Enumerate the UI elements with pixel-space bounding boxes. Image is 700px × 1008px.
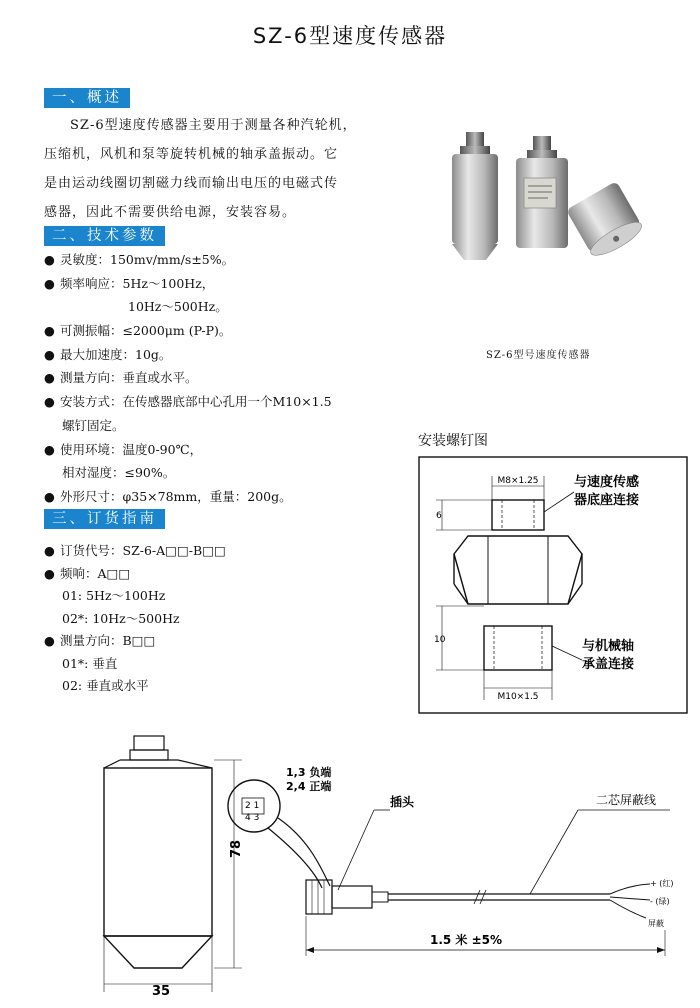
wire-shield-label: 屏蔽 [648, 919, 664, 928]
spec-item [44, 486, 332, 510]
section-heading-specs: 二、技术参数 [44, 226, 165, 246]
overview-line: 感器，因此不需要供给电源，安装容易。 [44, 205, 297, 220]
item-text: 螺钉固定。 [62, 417, 125, 433]
spec-item [44, 249, 332, 273]
item-text: 相对湿度：≤90%。 [62, 465, 176, 481]
photo-caption: SZ-6型号速度传感器 [486, 350, 591, 361]
dim-bottom-label: 10 [434, 635, 446, 645]
width-dim-label: 35 [152, 984, 171, 999]
bullet-icon: ● [44, 543, 55, 558]
order-item [44, 675, 226, 698]
bottom-thread-label: M10×1.5 [497, 692, 539, 702]
item-text: 01*: 垂直 [62, 655, 118, 671]
bullet-icon: ● [44, 275, 55, 291]
item-text: 外形尺寸：φ35×78mm，重量：200g。 [60, 488, 292, 504]
section-heading-order: 三、订货指南 [44, 509, 165, 529]
product-photo [446, 132, 646, 272]
item-text: 测量方向：B□□ [60, 633, 156, 648]
wire-green-label: - (绿) [650, 897, 670, 906]
bullet-icon: ● [44, 394, 55, 410]
height-dim-label: 78 [229, 839, 244, 858]
spec-item [44, 367, 332, 391]
order-item [44, 653, 226, 676]
item-text: 可测振幅：≤2000μm (P-P)。 [60, 323, 232, 339]
item-text: 02*: 10Hz～500Hz [62, 610, 180, 626]
order-item [44, 563, 226, 586]
item-text: 10Hz～500Hz。 [128, 299, 228, 315]
order-item [44, 608, 226, 631]
bullet-icon: ● [44, 252, 55, 267]
label-bottom-2: 承盖连接 [582, 657, 635, 672]
bullet-icon: ● [44, 346, 55, 362]
item-text: 安装方式：在传感器底部中心孔用一个M10×1.5 [60, 394, 332, 410]
pins-neg-label: 1,3 负端 [286, 766, 332, 779]
overview-line: 压缩机，风机和泵等旋转机械的轴承盖振动。它 [44, 147, 339, 162]
order-item [44, 630, 226, 653]
pins-pos-label: 2,4 正端 [286, 780, 332, 793]
bullet-icon: ● [44, 370, 55, 386]
spec-item [44, 391, 332, 415]
spec-item [44, 439, 332, 463]
spec-item [44, 415, 332, 439]
item-text: 灵敏度：150mv/mm/s±5%。 [60, 252, 235, 267]
bullet-icon: ● [44, 633, 55, 648]
item-text: 测量方向：垂直或水平。 [60, 370, 198, 386]
bullet-icon: ● [44, 488, 55, 504]
pin-row-2: 4 3 [245, 813, 260, 823]
spec-item [44, 344, 332, 368]
pin-row-1: 2 1 [245, 801, 260, 811]
item-text: 频响：A□□ [60, 565, 131, 581]
plug-label: 插头 [390, 795, 415, 809]
spec-item [44, 273, 332, 297]
order-item [44, 585, 226, 608]
label-top-1: 与速度传感 [574, 475, 640, 490]
bullet-icon: ● [44, 441, 55, 457]
overview-paragraph [44, 111, 374, 227]
item-text: 订货代号：SZ-6-A□□-B□□ [60, 543, 226, 558]
cable-label: 二芯屏蔽线 [596, 793, 657, 807]
label-bottom-1: 与机械轴 [582, 639, 635, 654]
spec-item [44, 320, 332, 344]
overview-line: 是由运动线圈切割磁力线而输出电压的电磁式传 [44, 176, 339, 191]
mount-drawing-title: 安装螺钉图 [418, 433, 488, 449]
bullet-icon: ● [44, 323, 55, 339]
order-list [44, 540, 226, 698]
item-text: 01: 5Hz～100Hz [62, 588, 166, 603]
order-item [44, 540, 226, 563]
mount-screw-drawing [418, 456, 688, 716]
dim-top-label: 6 [436, 511, 442, 521]
outline-drawing [90, 730, 690, 1000]
cable-length-label: 1.5 米 ±5% [430, 933, 503, 947]
label-top-2: 器底座连接 [574, 493, 640, 508]
page-title: SZ-6型速度传感器 [252, 24, 448, 48]
spec-item [44, 462, 332, 486]
item-text: 频率响应：5Hz～100Hz， [60, 275, 215, 291]
item-text: 02: 垂直或水平 [62, 678, 149, 693]
spec-item [44, 296, 332, 320]
spec-list [44, 249, 332, 510]
wire-red-label: + (红) [650, 879, 674, 888]
item-text: 使用环境：温度0-90℃， [60, 441, 203, 457]
item-text: 最大加速度：10g。 [60, 346, 172, 362]
overview-line: SZ-6型速度传感器主要用于测量各种汽轮机， [70, 118, 357, 133]
bullet-icon: ● [44, 565, 55, 581]
section-heading-overview: 一、概述 [44, 88, 130, 108]
top-thread-label: M8×1.25 [497, 476, 539, 486]
